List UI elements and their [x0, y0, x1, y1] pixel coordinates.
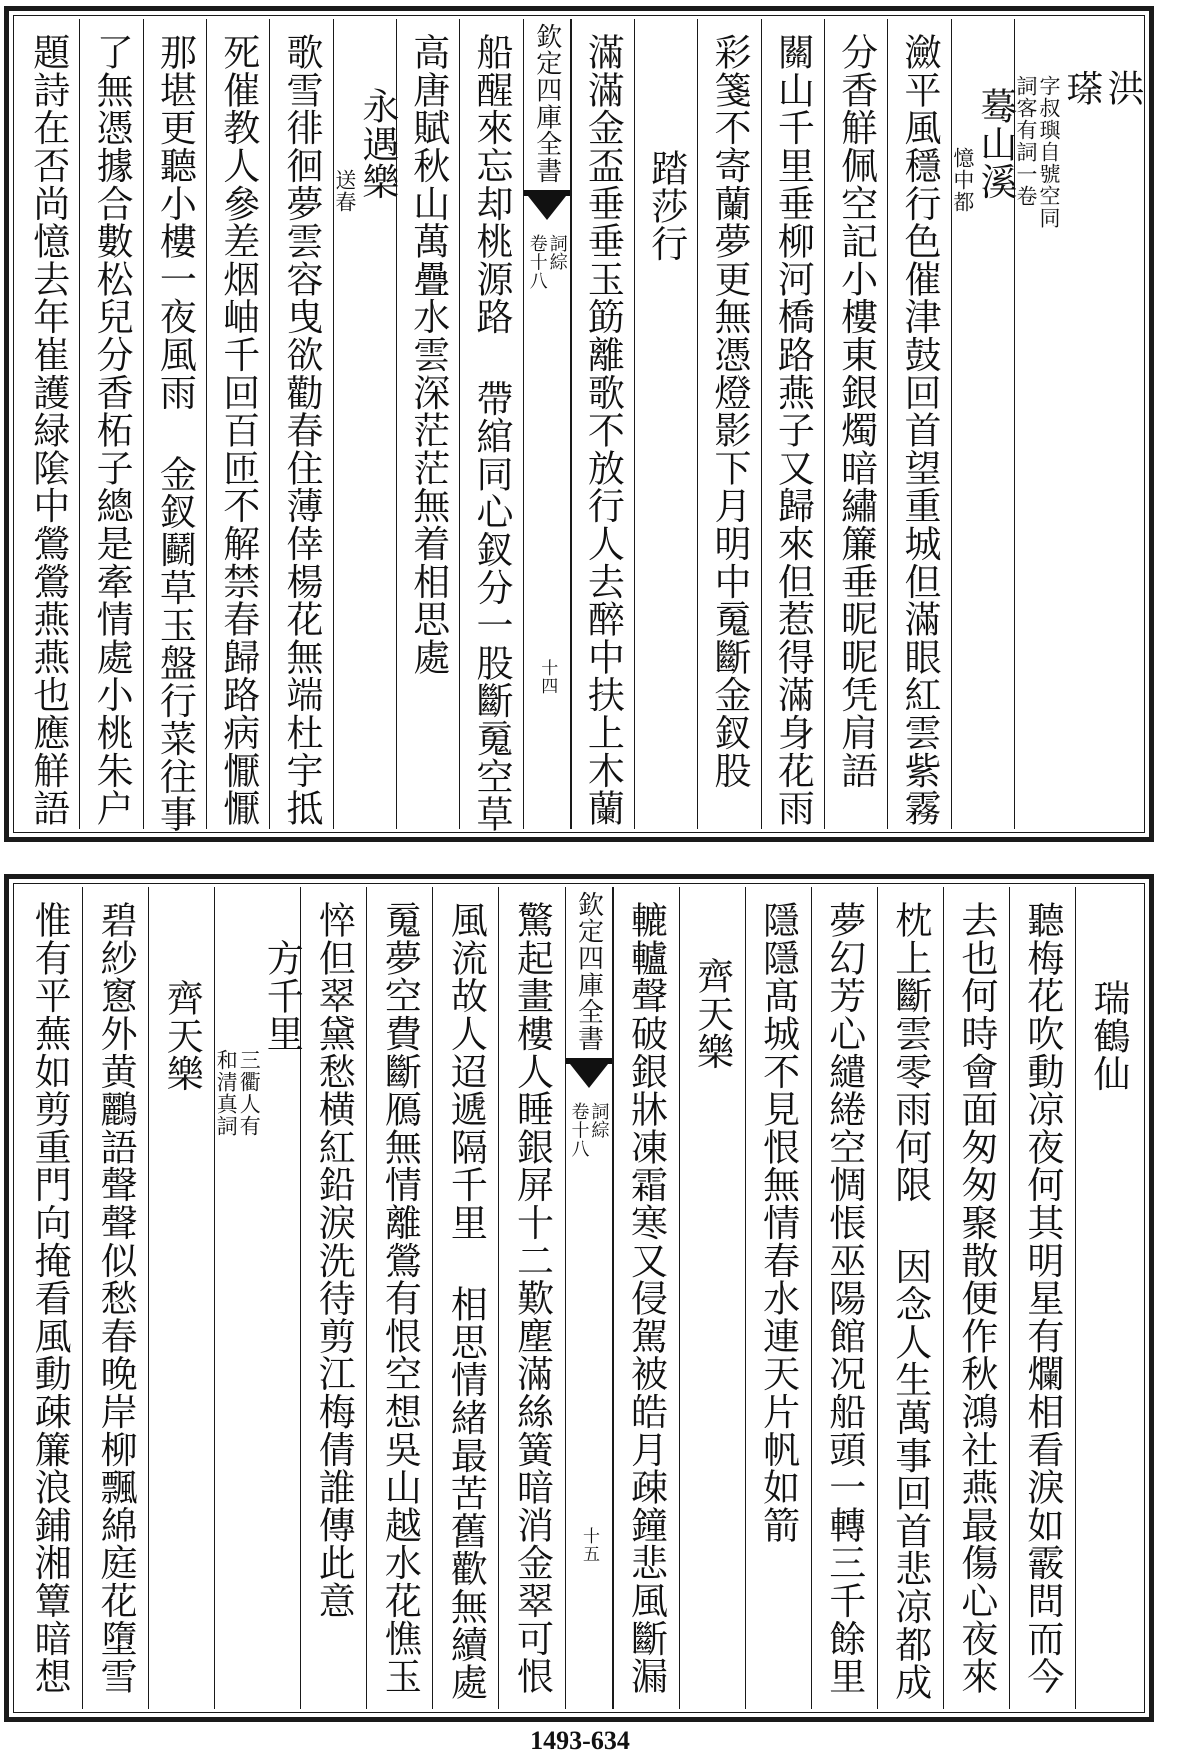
text-column — [697, 19, 760, 829]
text-column — [824, 19, 887, 829]
text-line: 碧紗窻外黄鸝語聲聲似愁春晚岸柳飄綿庭花墮雪 — [94, 901, 138, 1695]
text-column — [811, 887, 877, 1709]
text-line: 枕上斷雲零雨何限 因念人生萬事回首悲凉都成 — [888, 901, 932, 1701]
text-column — [887, 19, 950, 829]
column-author — [214, 887, 304, 1709]
text-line: 驚起畫樓人睡銀屏十二歎塵滿絲簧暗消金翠可恨 — [510, 901, 554, 1695]
text-line: 轆轤聲破銀牀凍霜寒又侵駕被皓月疎鐘悲風斷漏 — [624, 901, 668, 1695]
bottom-page — [4, 874, 1154, 1722]
text-line: 去也何時會面匆匆聚散便作秋鴻社燕最傷心夜來 — [954, 901, 998, 1695]
text-column — [761, 19, 824, 829]
text-column — [366, 887, 432, 1709]
text-column — [877, 887, 943, 1709]
poem-title: 齊天樂 — [160, 979, 204, 1093]
center-fold — [565, 887, 613, 1709]
top-page — [4, 6, 1154, 842]
column-author — [1014, 19, 1144, 829]
fold-book-title: 欽定四庫全書 — [531, 23, 562, 184]
author-name-2: 瑹 — [1060, 69, 1103, 107]
author-note-line: 詞客有詞一卷 — [1014, 75, 1038, 207]
author-name: 方千里 — [260, 939, 304, 1053]
text-line: 船醒來忘却桃源路 帶綰同心釵分一股斷䰟空草 — [470, 33, 514, 833]
text-column — [82, 887, 148, 1709]
text-column — [432, 887, 498, 1709]
text-column — [571, 19, 634, 829]
text-column — [498, 887, 564, 1709]
text-line: 惟有平蕪如剪重門向掩看風動疎簾浪鋪湘簟暗想 — [28, 901, 72, 1695]
text-column — [17, 19, 79, 829]
text-line: 歌雪徘徊夢雲容曳欲勸春住薄倖楊花無端杜宇抵 — [280, 33, 324, 827]
text-line: 關山千里垂柳河橋路燕子又歸來但惹得滿身花雨 — [771, 33, 815, 827]
fold-volume: 卷十八 — [526, 233, 548, 291]
text-column — [79, 19, 142, 829]
text-line: 那堪更聽小樓一夜風雨 金釵鬬草玉盤行菜往事 — [153, 33, 197, 833]
fold-page-number: 十四 — [537, 659, 558, 695]
text-line: 夢幻芳心繾綣空惆悵巫陽館况船頭一轉三千餘里 — [822, 901, 866, 1695]
poem-title: 瑞鶴仙 — [1086, 979, 1130, 1093]
fold-book-title: 欽定四庫全書 — [573, 891, 604, 1052]
fold-section: 詞綜 — [546, 233, 568, 272]
fold-page-number: 十五 — [579, 1527, 599, 1563]
fold-section: 詞綜 — [588, 1101, 610, 1140]
text-column — [206, 19, 269, 829]
fold-volume: 卷十八 — [568, 1101, 590, 1159]
text-column — [17, 887, 82, 1709]
text-line: 死催教人參差烟岫千回百匝不解禁春歸路病懨懨 — [216, 33, 260, 827]
column-poem-title — [634, 19, 697, 829]
text-line: 題詩在否尚憶去年崔護緑隂中鶯鶯燕燕也應觧語 — [26, 33, 70, 827]
text-line: 分香觧佩空記小樓東銀燭暗繡簾垂昵昵凭肩語 — [834, 33, 878, 789]
text-column — [1009, 887, 1075, 1709]
poem-subtitle: 憶中都 — [950, 147, 975, 213]
author-note-line: 字叔璵自號空同 — [1037, 75, 1061, 229]
column-poem-title — [332, 19, 399, 829]
column-poem-title — [148, 887, 214, 1709]
text-column — [943, 887, 1009, 1709]
text-column — [459, 19, 522, 833]
text-line: 瀲平風穩行色催津鼓回首望重城但滿眼紅雲紫霧 — [898, 33, 941, 827]
text-line: 聽梅花吹動凉夜何其明星有爛相看淚如霰問而今 — [1020, 901, 1064, 1695]
fish-tail-mark — [524, 190, 570, 226]
page-code: 1493-634 — [530, 1726, 630, 1755]
poem-title: 踏莎行 — [644, 149, 688, 263]
poem-title: 齊天樂 — [690, 957, 734, 1071]
center-fold — [523, 19, 571, 829]
text-column — [396, 19, 459, 829]
text-column — [300, 887, 366, 1709]
poem-title: 蓦山溪 — [973, 87, 1017, 201]
column-poem-title — [1075, 887, 1141, 1709]
poem-subtitle: 送春 — [332, 169, 357, 213]
text-column — [143, 19, 206, 833]
author-note-line: 三衢人有 — [237, 1049, 262, 1137]
author-name: 洪 — [1101, 69, 1144, 107]
column-poem-title — [950, 19, 1017, 829]
poem-title: 永遇樂 — [355, 87, 399, 201]
text-column — [745, 887, 811, 1709]
text-line: 彩箋不寄蘭夢更無憑燈影下月明中䰟斷金釵股 — [708, 33, 752, 789]
top-columns — [17, 19, 1144, 833]
column-poem-title — [679, 887, 745, 1709]
text-line: 高唐賦秋山萬疊水雲深茫茫無着相思處 — [406, 33, 450, 676]
text-line: 隱隱髙城不見恨無情春水連天片帆如箭 — [756, 901, 800, 1544]
text-line: 風流故人迢遞隔千里 相思情緒最苦舊歡無續處 — [444, 901, 488, 1701]
text-column — [613, 887, 679, 1709]
text-line: 䰟夢空費斷鴈無情離鶯有恨空想吳山越水花憔玉 — [378, 901, 422, 1695]
text-line: 了無憑據合數松兒分香柘子總是牽情處小桃朱户 — [90, 33, 134, 827]
bottom-columns — [17, 887, 1141, 1709]
fish-tail-mark — [566, 1058, 612, 1094]
text-line: 悴但翠黛愁横紅鉛淚洗待剪江梅倩誰傳此意 — [312, 901, 356, 1620]
text-column — [269, 19, 332, 829]
author-note-line: 和清真詞 — [214, 1049, 239, 1137]
text-line: 滿滿金盃垂垂玉筯離歌不放行人去醉中扶上木蘭 — [581, 33, 625, 827]
